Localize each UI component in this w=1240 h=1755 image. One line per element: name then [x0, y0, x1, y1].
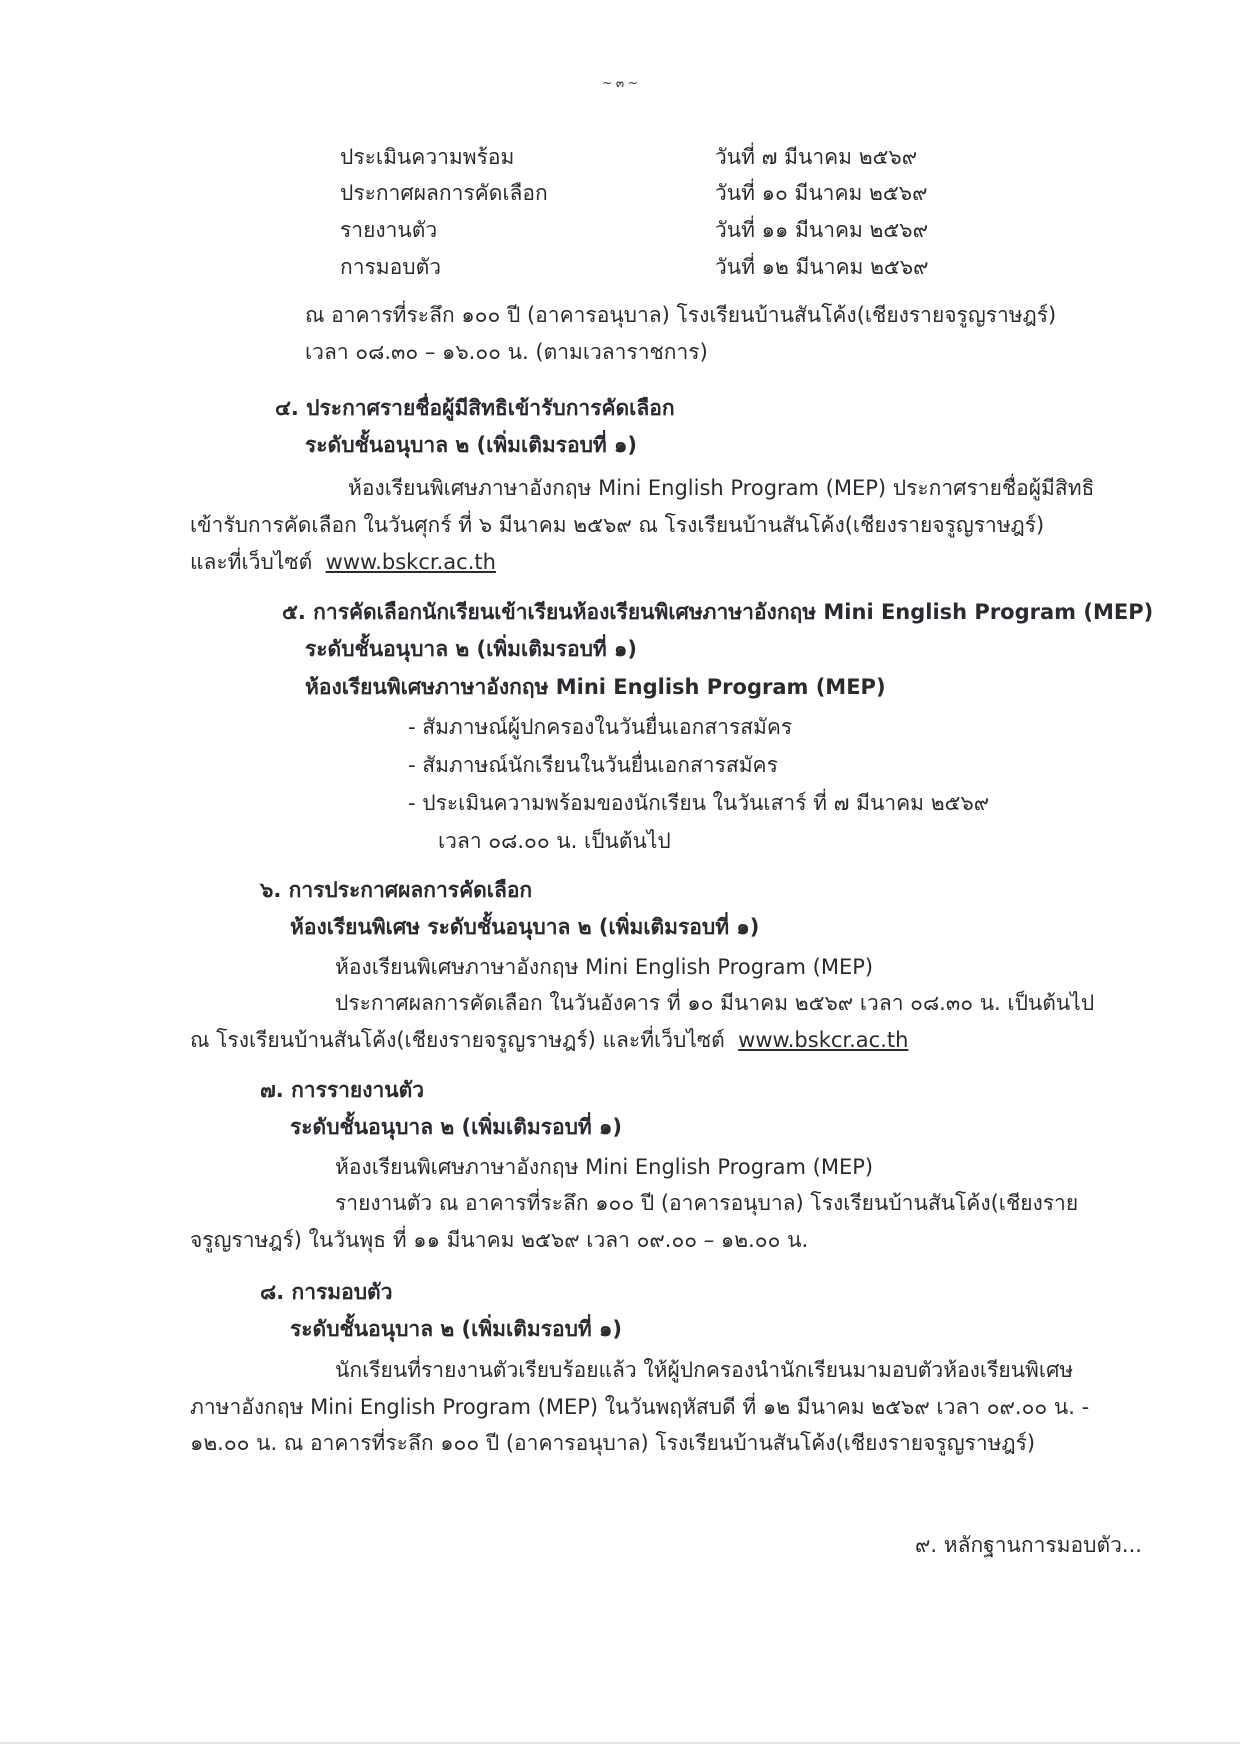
section-4-heading: ๔. ประกาศรายชื่อผู้มีสิทธิเข้ารับการคัดเลือก	[275, 396, 675, 420]
section-4-line-3-prefix: และที่เว็บไซต์	[190, 550, 313, 574]
section-5-item-2: - สัมภาษณ์นักเรียนในวันยื่นเอกสารสมัคร	[408, 753, 778, 777]
section-5-heading: ๕. การคัดเลือกนักเรียนเข้าเรียนห้องเรียนพิเศษภาษาอังกฤษ Mini English Program (MEP)	[282, 600, 1154, 624]
venue-line: ณ อาคารที่ระลึก ๑๐๐ ปี (อาคารอนุบาล) โรงเรียนบ้านสันโค้ง(เชียงรายจรูญราษฎร์)	[305, 303, 1057, 327]
section-7-line-1: รายงานตัว ณ อาคารที่ระลึก ๑๐๐ ปี (อาคารอนุบาล) โรงเรียนบ้านสันโค้ง(เชียงราย	[335, 1191, 1079, 1215]
section-8-line-3: ๑๒.๐๐ น. ณ อาคารที่ระลึก ๑๐๐ ปี (อาคารอนุบาล) โรงเรียนบ้านสันโค้ง(เชียงรายจรูญราษฎร์)	[190, 1431, 1036, 1455]
section-6-line-2	[190, 1025, 908, 1055]
section-4-line-3	[190, 547, 496, 577]
section-7-subheading: ระดับชั้นอนุบาล ๒ (เพิ่มเติมรอบที่ ๑)	[290, 1115, 622, 1139]
section-6-heading: ๖. การประกาศผลการคัดเลือก	[260, 878, 533, 902]
section-4-subheading: ระดับชั้นอนุบาล ๒ (เพิ่มเติมรอบที่ ๑)	[305, 433, 637, 457]
schedule-date-1: วันที่ ๗ มีนาคม ๒๕๖๙	[715, 145, 918, 169]
section-8-line-1: นักเรียนที่รายงานตัวเรียบร้อยแล้ว ให้ผู้ปกครองนำนักเรียนมามอบตัวห้องเรียนพิเศษ	[335, 1358, 1074, 1382]
schedule-label-3: รายงานตัว	[340, 218, 438, 242]
time-line: เวลา ๐๘.๓๐ – ๑๖.๐๐ น. (ตามเวลาราชการ)	[305, 340, 708, 364]
website-link[interactable]: www.bskcr.ac.th	[325, 550, 496, 574]
section-7-program: ห้องเรียนพิเศษภาษาอังกฤษ Mini English Program (MEP)	[335, 1155, 874, 1179]
schedule-date-2: วันที่ ๑๐ มีนาคม ๒๕๖๙	[715, 181, 928, 205]
section-5-item-3-cont: เวลา ๐๘.๐๐ น. เป็นต้นไป	[438, 829, 671, 853]
section-8-line-2: ภาษาอังกฤษ Mini English Program (MEP) ในวันพฤหัสบดี ที่ ๑๒ มีนาคม ๒๕๖๙ เวลา ๐๙.๐๐ น. -	[190, 1395, 1090, 1419]
section-6-line-2-prefix: ณ โรงเรียนบ้านสันโค้ง(เชียงรายจรูญราษฎร์) และที่เว็บไซต์	[190, 1028, 725, 1052]
section-5-program: ห้องเรียนพิเศษภาษาอังกฤษ Mini English Program (MEP)	[305, 675, 886, 699]
section-5-item-3: - ประเมินความพร้อมของนักเรียน ในวันเสาร์ ที่ ๗ มีนาคม ๒๕๖๙	[408, 791, 990, 815]
schedule-label-4: การมอบตัว	[340, 255, 442, 279]
section-8-heading: ๘. การมอบตัว	[260, 1280, 393, 1304]
page-number: ~ ๓ ~	[602, 76, 638, 90]
website-link[interactable]: www.bskcr.ac.th	[738, 1028, 909, 1052]
continuation-note: ๙. หลักฐานการมอบตัว...	[915, 1533, 1142, 1557]
section-4-line-2: เข้ารับการคัดเลือก ในวันศุกร์ ที่ ๖ มีนาคม ๒๕๖๙ ณ โรงเรียนบ้านสันโค้ง(เชียงรายจรูญราษฎร์)	[190, 513, 1045, 537]
section-4-line-1: ห้องเรียนพิเศษภาษาอังกฤษ Mini English Program (MEP) ประกาศรายชื่อผู้มีสิทธิ	[348, 476, 1095, 500]
schedule-date-4: วันที่ ๑๒ มีนาคม ๒๕๖๙	[715, 255, 929, 279]
schedule-date-3: วันที่ ๑๑ มีนาคม ๒๕๖๙	[715, 218, 929, 242]
section-6-line-1: ประกาศผลการคัดเลือก ในวันอังคาร ที่ ๑๐ มีนาคม ๒๕๖๙ เวลา ๐๘.๓๐ น. เป็นต้นไป	[335, 991, 1095, 1015]
schedule-label-1: ประเมินความพร้อม	[340, 145, 515, 169]
section-5-subheading: ระดับชั้นอนุบาล ๒ (เพิ่มเติมรอบที่ ๑)	[305, 637, 637, 661]
page-edge-divider	[0, 1742, 1240, 1744]
section-7-line-2: จรูญราษฎร์) ในวันพุธ ที่ ๑๑ มีนาคม ๒๕๖๙ เวลา ๐๙.๐๐ – ๑๒.๐๐ น.	[190, 1228, 809, 1252]
schedule-label-2: ประกาศผลการคัดเลือก	[340, 181, 548, 205]
section-8-subheading: ระดับชั้นอนุบาล ๒ (เพิ่มเติมรอบที่ ๑)	[290, 1317, 622, 1341]
section-5-item-1: - สัมภาษณ์ผู้ปกครองในวันยื่นเอกสารสมัคร	[408, 715, 793, 739]
section-7-heading: ๗. การรายงานตัว	[260, 1078, 425, 1102]
section-6-program: ห้องเรียนพิเศษภาษาอังกฤษ Mini English Program (MEP)	[335, 955, 874, 979]
section-6-subheading: ห้องเรียนพิเศษ ระดับชั้นอนุบาล ๒ (เพิ่มเติมรอบที่ ๑)	[290, 915, 760, 939]
